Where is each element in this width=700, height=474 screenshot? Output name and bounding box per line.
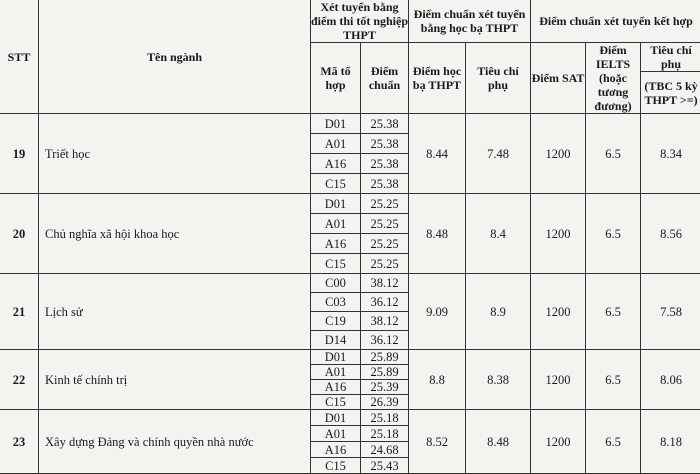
hocba-cell: 8.48 (409, 194, 466, 274)
combo-code: A01 (311, 365, 361, 380)
sat-cell: 1200 (531, 274, 586, 350)
sat-cell: 1200 (531, 350, 586, 410)
sat-cell: 1200 (531, 194, 586, 274)
stt-cell: 19 (0, 114, 39, 194)
combo-code: C15 (311, 458, 361, 474)
hocba-cell: 8.52 (409, 410, 466, 474)
combo-code: A16 (311, 154, 361, 174)
tcp-cell: 8.38 (466, 350, 531, 410)
tbc-cell: 8.06 (641, 350, 700, 410)
combo-score: 25.39 (361, 380, 409, 395)
header-name: Tên ngành (39, 0, 311, 114)
combo-code: D01 (311, 410, 361, 426)
header-diem-sat: Điểm SAT (531, 43, 586, 114)
ielts-cell: 6.5 (586, 194, 641, 274)
table-row (0, 194, 700, 214)
header-ket-hop-group: Điểm chuẩn xét tuyển kết hợp (531, 0, 700, 43)
ielts-cell: 6.5 (586, 274, 641, 350)
header-hocba-group: Điểm chuẩn xét tuyển bằng học bạ THPT (409, 0, 531, 43)
sat-cell: 1200 (531, 410, 586, 474)
header-tieu-chi-phu: Tiêu chí phụ (466, 43, 531, 114)
combo-score: 25.43 (361, 458, 409, 474)
header-stt: STT (0, 0, 39, 114)
stt-cell: 23 (0, 410, 39, 474)
combo-code: D14 (311, 331, 361, 350)
table-row (0, 114, 700, 134)
combo-code: D01 (311, 114, 361, 134)
tcp-cell: 8.48 (466, 410, 531, 474)
combo-code: A01 (311, 426, 361, 442)
stt-cell: 20 (0, 194, 39, 274)
header-ma-to-hop: Mã tổ hợp (311, 43, 361, 114)
combo-code: A16 (311, 442, 361, 458)
combo-score: 25.38 (361, 174, 409, 194)
tcp-cell: 8.9 (466, 274, 531, 350)
combo-score: 25.25 (361, 214, 409, 234)
combo-score: 26.39 (361, 395, 409, 410)
hocba-cell: 8.44 (409, 114, 466, 194)
tbc-cell: 7.58 (641, 274, 700, 350)
combo-code: C03 (311, 293, 361, 312)
combo-code: A01 (311, 134, 361, 154)
header-diem-chuan: Điểm chuẩn (361, 43, 409, 114)
combo-score: 36.12 (361, 293, 409, 312)
combo-code: C19 (311, 312, 361, 331)
combo-score: 24.68 (361, 442, 409, 458)
table-row (0, 274, 700, 293)
combo-score: 25.89 (361, 350, 409, 365)
tbc-cell: 8.18 (641, 410, 700, 474)
tcp-cell: 7.48 (466, 114, 531, 194)
major-name: Chủ nghĩa xã hội khoa học (39, 194, 311, 274)
combo-code: C00 (311, 274, 361, 293)
header-diem-ielts: Điểm IELTS (hoặc tương đương) (586, 43, 641, 114)
combo-code: A16 (311, 234, 361, 254)
major-name: Xây dựng Đảng và chính quyền nhà nước (39, 410, 311, 474)
combo-score: 25.38 (361, 134, 409, 154)
combo-score: 25.89 (361, 365, 409, 380)
sat-cell: 1200 (531, 114, 586, 194)
hocba-cell: 9.09 (409, 274, 466, 350)
combo-score: 38.12 (361, 274, 409, 293)
combo-score: 25.18 (361, 410, 409, 426)
combo-score: 38.12 (361, 312, 409, 331)
hocba-cell: 8.8 (409, 350, 466, 410)
combo-code: A16 (311, 380, 361, 395)
major-name: Triết học (39, 114, 311, 194)
header-tbc: (TBC 5 kỳ THPT >=) (641, 72, 700, 114)
header-thpt-group: Xét tuyển bằng điểm thi tốt nghiệp THPT (311, 0, 409, 42)
combo-code: C15 (311, 254, 361, 274)
table-row (0, 350, 700, 365)
combo-score: 25.38 (361, 154, 409, 174)
ielts-cell: 6.5 (586, 350, 641, 410)
ielts-cell: 6.5 (586, 410, 641, 474)
header-tieu-chi-phu-2: Tiêu chí phụ (641, 43, 700, 72)
combo-score: 25.38 (361, 114, 409, 134)
ielts-cell: 6.5 (586, 114, 641, 194)
combo-score: 25.25 (361, 194, 409, 214)
combo-code: D01 (311, 350, 361, 365)
combo-score: 25.18 (361, 426, 409, 442)
major-name: Kinh tế chính trị (39, 350, 311, 410)
header-diem-hoc-ba: Điểm học bạ THPT (409, 43, 466, 114)
table-row (0, 410, 700, 426)
combo-code: D01 (311, 194, 361, 214)
combo-score: 25.25 (361, 234, 409, 254)
combo-score: 25.25 (361, 254, 409, 274)
combo-code: C15 (311, 395, 361, 410)
stt-cell: 21 (0, 274, 39, 350)
major-name: Lịch sử (39, 274, 311, 350)
tbc-cell: 8.56 (641, 194, 700, 274)
tbc-cell: 8.34 (641, 114, 700, 194)
combo-code: A01 (311, 214, 361, 234)
tcp-cell: 8.4 (466, 194, 531, 274)
combo-code: C15 (311, 174, 361, 194)
stt-cell: 22 (0, 350, 39, 410)
combo-score: 36.12 (361, 331, 409, 350)
